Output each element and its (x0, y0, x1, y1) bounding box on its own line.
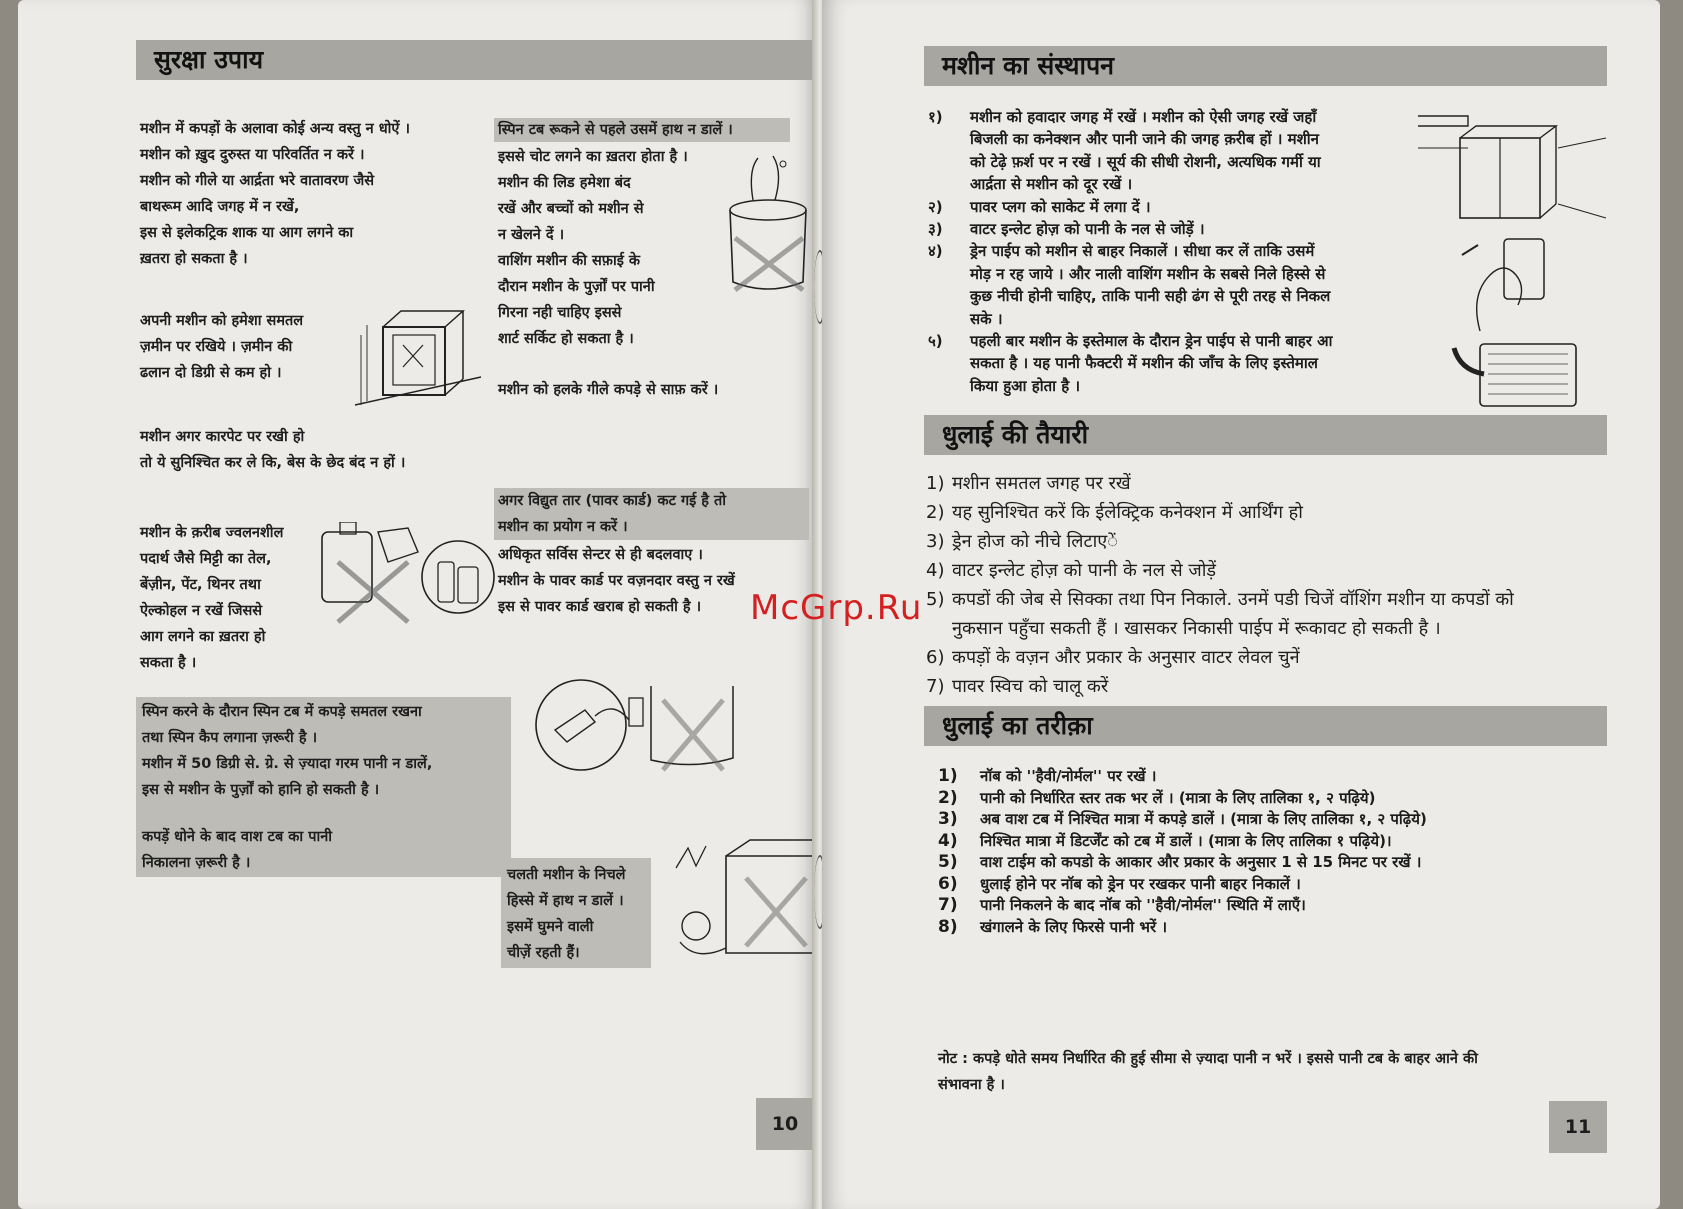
text-line: आग लगने का ख़तरा हो (140, 629, 266, 645)
preparation-item-text: मशीन समतल जगह पर रखें (952, 473, 1131, 494)
preparation-item-number: 5) (926, 589, 945, 610)
drain-warning-text (142, 824, 332, 876)
preparation-list-item (926, 469, 1514, 498)
wash-item-text: पानी को निर्धारित स्तर तक भर लें । (मात्रा के लिए तालिका १, २ पढ़िये) (980, 788, 1376, 807)
wash-item-number: 2) (938, 787, 958, 808)
wash-item-number: 4) (938, 830, 958, 851)
install-item-text: किया हुआ होता है । (970, 376, 1081, 395)
text-line: सकता है । (140, 655, 197, 671)
wash-item-number: 6) (938, 873, 958, 894)
note-line: नोट : कपड़े धोते समय निर्धारित की हुई सीमा से ज़्यादा पानी न भरें । इससे पानी टब के बाहर आने की (938, 1051, 1478, 1067)
text-line: मशीन का प्रयोग न करें । (498, 519, 628, 535)
text-line: इस से इलेकट्रिक शाक या आग लगने का (140, 225, 354, 241)
text-line: गिरना नही चाहिए इससे (498, 305, 622, 321)
wash-item-text: खंगालने के लिए फिरसे पानी भरें । (980, 917, 1168, 936)
left-page (18, 0, 818, 1209)
spin-tub-warning-title: स्पिन टब रूकने से पहले उसमें हाथ न डालें । (498, 122, 733, 138)
text-line: शार्ट सर्किट हो सकता है । (498, 331, 634, 347)
preparation-item-text: वाटर इन्लेट होज़ को पानी के नल से जोड़ें (952, 560, 1217, 581)
preparation-item-number: 6) (926, 647, 945, 668)
drain-hose-hand-illustration (1460, 235, 1550, 335)
install-item-text: पहली बार मशीन के इस्तेमाल के दौरान ड्रेन पाईप से पानी बाहर आ (970, 331, 1333, 350)
wash-item-number: 1) (938, 766, 958, 786)
wash-item-number: 5) (938, 852, 958, 872)
wash-item-text: वाश टाईम को कपडो के आकार और प्रकार के अनुसार 1 से 15 मिनट पर रखें । (980, 853, 1422, 871)
text-line: पदार्थ जैसे मिट्टी का तेल, (140, 551, 272, 567)
preparation-list (926, 469, 1514, 701)
spin-warning-text (142, 699, 432, 803)
install-item-number: १) (928, 108, 943, 126)
wash-item-text: निश्चित मात्रा में डिटर्जेंट को टब में डालें । (मात्रा के लिए तालिका १ पढ़िये)। (980, 831, 1392, 850)
install-item-text: सकता है । यह पानी फैक्टरी में मशीन की जाँच के लिए इस्तेमाल (970, 354, 1318, 373)
wash-method-header: धुलाई का तरीक़ा (924, 706, 1607, 746)
text-line: तो ये सुनिश्चित कर ले कि, बेस के छेद बंद न हों । (140, 455, 406, 471)
text-line: मशीन को ख़ुद दुरुस्त या परिवर्तित न करें । (140, 147, 365, 163)
safety-block-1 (140, 116, 410, 272)
text-line: दौरान मशीन के पुर्ज़ों पर पानी (498, 279, 655, 295)
text-line: मशीन में कपड़ों के अलावा कोई अन्य वस्तु न धोऐं । (140, 121, 410, 137)
text-line: ढलान दो डिग्री से कम हो । (140, 365, 282, 381)
text-line: बेंज़ीन, पेंट, थिनर तथा (140, 577, 261, 593)
text-line: बाथरूम आदि जगह में न रखें, (140, 199, 300, 215)
preparation-list-item (926, 527, 1514, 556)
installation-header: मशीन का संस्थापन (924, 46, 1607, 86)
text-line: ज़मीन पर रखिये । ज़मीन की (140, 339, 293, 355)
page-number-left: 10 (756, 1098, 814, 1150)
install-item-text: कुछ नीची होनी चाहिए, ताकि पानी सही ढंग से पूरी तरह से निकल (970, 287, 1331, 306)
machine-placement-illustration (1408, 108, 1608, 238)
text-line: ख़तरा हो सकता है । (140, 251, 248, 267)
preparation-list-item (926, 556, 1514, 585)
wash-item-number: 7) (938, 895, 958, 915)
flammable-items-illustration (318, 522, 498, 632)
install-item-text: सके । (970, 309, 1003, 328)
power-cord-warning (498, 488, 726, 540)
wash-item-text: अब वाश टब में निश्चित मात्रा में कपड़े डालें । (मात्रा के लिए तालिका १, २ पढ़िये) (980, 810, 1427, 828)
text-line: मशीन अगर कारपेट पर रखी हो (140, 429, 305, 445)
left-page-header: सुरक्षा उपाय (136, 40, 818, 80)
install-item-text: पावर प्लग को साकेट में लगा दें । (970, 197, 1151, 216)
text-line: तथा स्पिन कैप लगाना ज़रूरी है । (142, 730, 318, 746)
child-in-tub-illustration (723, 150, 813, 300)
text-line: इससे चोट लगने का ख़तरा होता है । (498, 149, 688, 165)
child-near-machine-illustration (666, 838, 818, 968)
safety-block-4 (140, 520, 283, 676)
install-item-text: ड्रेन पाईप को मशीन से बाहर निकालें । सीधा कर लें ताकि उसमें (970, 242, 1315, 261)
text-line: अगर विद्युत तार (पावर कार्ड) कट गई है तो (498, 493, 727, 509)
preparation-item-number: 1) (926, 473, 945, 494)
wash-preparation-header: धुलाई की तैयारी (924, 415, 1607, 455)
right-page (822, 0, 1660, 1209)
text-line: चलती मशीन के निचले (507, 867, 626, 883)
install-item-text: मोड़ न रह जाये । और नाली वाशिंग मशीन के सबसे निले हिस्से से (970, 264, 1326, 283)
preparation-item-text: ड्रेन होज को नीचे लिटाएें (952, 531, 1118, 552)
text-line: निकालना ज़रूरी है । (142, 855, 251, 871)
text-line: ऐल्कोहल न रखें जिससे (140, 603, 263, 619)
install-item-text: मशीन को हवादार जगह में रखें । मशीन को ऐसी जगह रखें जहाँ (970, 108, 1317, 126)
page-number-right: 11 (1549, 1101, 1607, 1153)
power-cord-instructions (498, 542, 735, 620)
text-line: अपनी मशीन को हमेशा समतल (140, 313, 304, 329)
power-plug-illustration (533, 670, 743, 785)
text-line: रखें और बच्चों को मशीन से (498, 201, 644, 217)
text-line: इसमें घुमने वाली (507, 919, 594, 935)
preparation-item-text: कपड़ों के वज़न और प्रकार के अनुसार वाटर लेवल चुनें (952, 647, 1300, 668)
safety-block-3 (140, 424, 405, 476)
text-line: वाशिंग मशीन की सफ़ाई के (498, 253, 641, 269)
preparation-item-number: 2) (926, 502, 945, 523)
clean-instruction: मशीन को हलके गीले कपड़े से साफ़ करें । (498, 382, 719, 398)
text-line: कपड़ें धोने के बाद वाश टब का पानी (142, 829, 333, 845)
text-line: मशीन को गीले या आर्द्रता भरे वातावरण जैसे (140, 173, 375, 189)
preparation-item-text: नुकसान पहुँचा सकती हैं । खासकर निकासी पाईप में रूकावट हो सकती है । (952, 618, 1441, 639)
preparation-item-text: कपडों की जेब से सिक्का तथा पिन निकाले. उनमें पडी चिजें वॉशिंग मशीन या कपडों को (952, 589, 1514, 610)
inlet-hose-illustration (1450, 340, 1580, 410)
text-line: मशीन के क़रीब ज्वलनशील (140, 525, 284, 541)
wash-item-text: धुलाई होने पर नॉब को ड्रेन पर रखकर पानी बाहर निकालें । (980, 874, 1301, 893)
text-line: चीज़ें रहती हैं। (507, 945, 580, 961)
child-safety-block (498, 144, 688, 352)
preparation-list-item (926, 643, 1514, 672)
preparation-item-number: 3) (926, 531, 945, 552)
install-item-text: आर्द्रता से मशीन को दूर रखें । (970, 175, 1133, 194)
preparation-item-text: यह सुनिश्चित करें कि ईलेक्ट्रिक कनेक्शन में आर्थिंग हो (952, 502, 1303, 523)
install-item-number: ४) (928, 242, 943, 261)
install-item-text: बिजली का कनेक्शन और पानी जाने की जगह क़रीब हों । मशीन (970, 130, 1320, 149)
text-line: इस से पावर कार्ड खराब हो सकती है । (498, 599, 702, 615)
preparation-item-number: 4) (926, 560, 945, 581)
preparation-list-item (926, 614, 1514, 643)
install-item-text: वाटर इन्लेट होज़ को पानी के नल से जोड़ें । (970, 219, 1205, 238)
wash-item-text: पानी निकलने के बाद नॉब को ''हैवी/नोर्मल'' स्थिति में लाएँ। (980, 896, 1306, 914)
safety-block-2 (140, 308, 303, 386)
preparation-item-text: पावर स्विच को चालू करें (952, 676, 1109, 697)
preparation-list-item (926, 585, 1514, 614)
text-line: मशीन में 50 डिग्री से. ग्रे. से ज़्यादा गरम पानी न डालें, (142, 756, 433, 772)
preparation-list-item (926, 498, 1514, 527)
text-line: अधिकृत सर्विस सेन्टर से ही बदलवाए । (498, 547, 703, 563)
wash-item-number: 8) (938, 916, 958, 937)
text-line: मशीन के पावर कार्ड पर वज़नदार वस्तु न रखें (498, 573, 735, 589)
washing-machine-illustration (353, 305, 483, 420)
text-line: मशीन की लिड हमेशा बंद (498, 175, 631, 191)
wash-item-number: 3) (938, 809, 958, 829)
preparation-item-number: 7) (926, 676, 945, 697)
install-item-number: ३) (928, 219, 943, 238)
watermark: McGrp.Ru (750, 588, 923, 628)
install-item-number: २) (928, 197, 943, 216)
preparation-list-item (926, 672, 1514, 701)
install-item-number: ५) (928, 331, 943, 350)
install-item-text: को टेढ़े फ़र्श पर न रखें । सूर्य की सीधी रोशनी, अत्यधिक गर्मी या (970, 152, 1321, 171)
moving-parts-warning (507, 862, 626, 966)
text-line: हिस्से में हाथ न डालें । (507, 893, 624, 909)
text-line: न खेलने दें । (498, 227, 565, 243)
note-text (938, 1046, 1478, 1098)
text-line: इस से मशीन के पुर्ज़ों को हानि हो सकती है । (142, 782, 380, 798)
wash-item-text: नॉब को ''हैवी/नोर्मल'' पर रखें । (980, 767, 1157, 785)
note-line: संभावना है । (938, 1077, 1005, 1093)
text-line: स्पिन करने के दौरान स्पिन टब में कपड़े समतल रखना (142, 704, 422, 720)
